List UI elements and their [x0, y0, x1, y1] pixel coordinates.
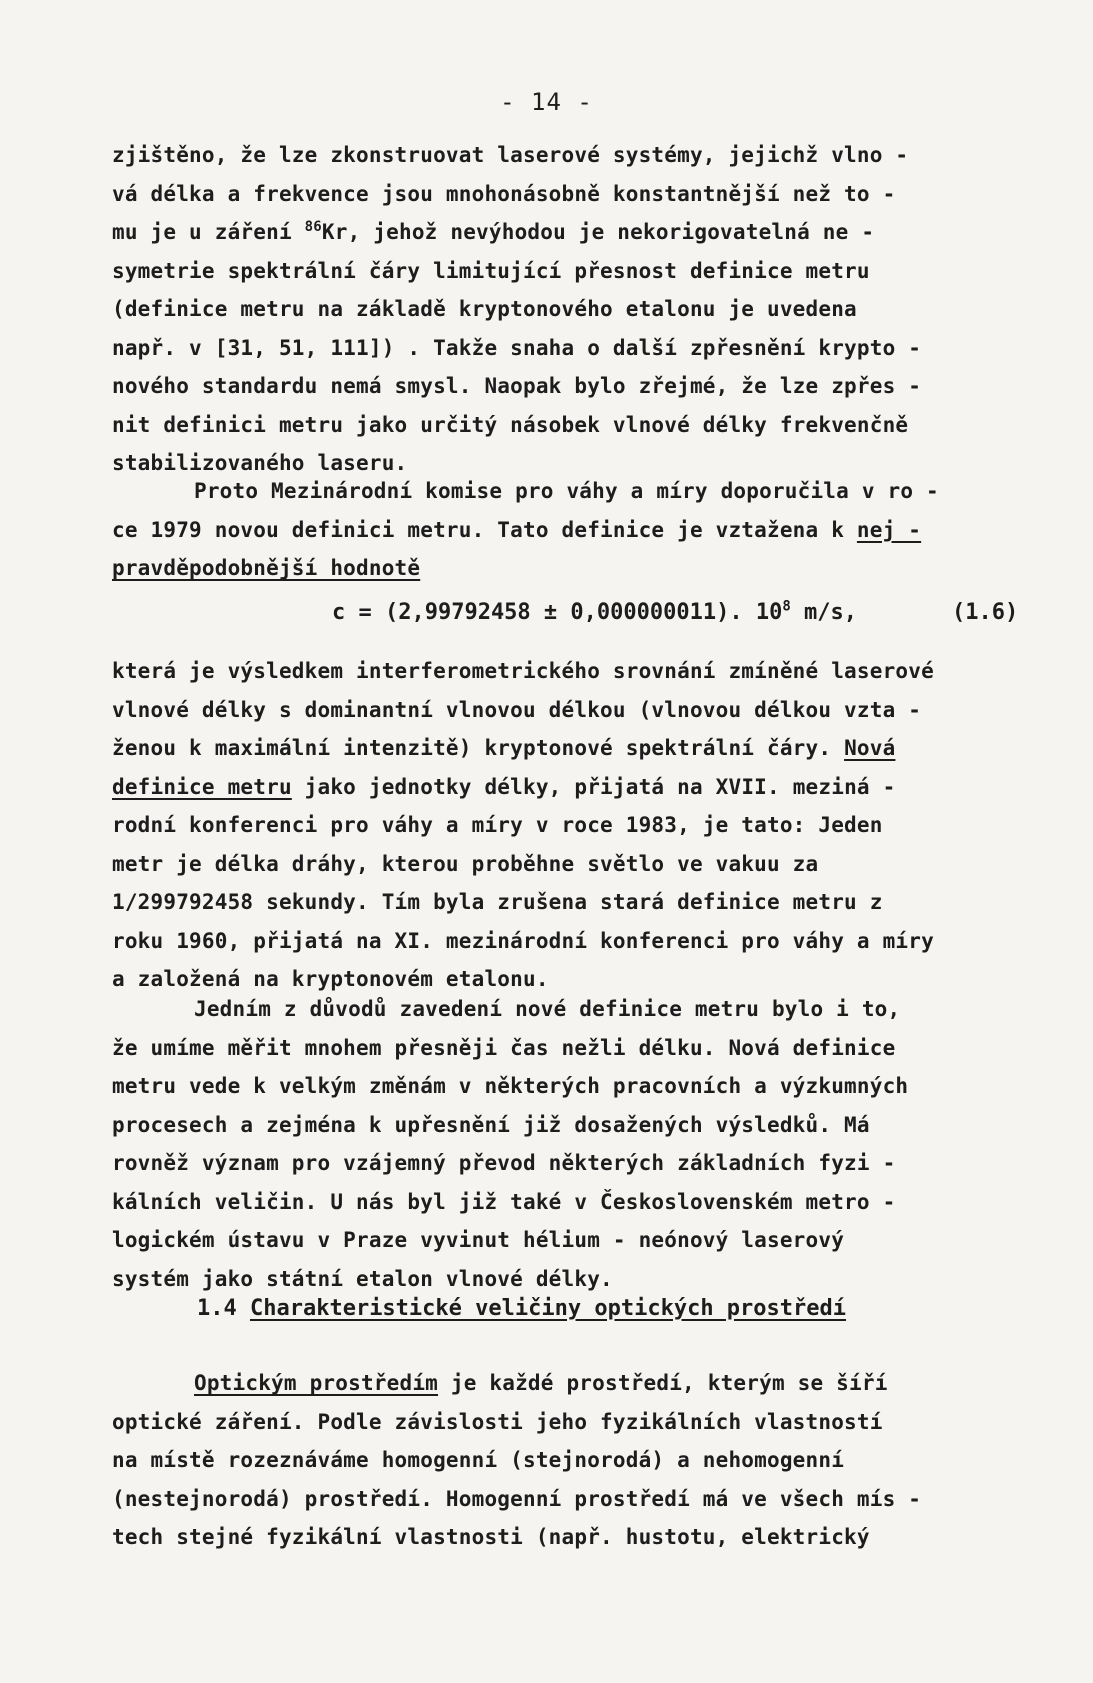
equation-unit: m/s,: [790, 600, 858, 625]
text-line: procesech a zejména k upřesnění již dosažených výsledků. Má: [112, 1112, 870, 1137]
underlined-text: nej -: [856, 517, 922, 542]
paragraph-3: [112, 652, 1032, 999]
text-line: metr je délka dráhy, kterou proběhne světlo ve vakuu za: [112, 851, 819, 876]
text-line: vlnové délky s dominantní vlnovou délkou (vlnovou délkou vzta -: [112, 697, 922, 722]
section-heading: [197, 1296, 846, 1321]
text-line: [112, 729, 1032, 768]
equation-number: (1.6): [952, 600, 1019, 625]
text-line: zjištěno, že lze zkonstruovat laserové systémy, jejichž vlno -: [112, 143, 909, 167]
text-line: [112, 511, 1032, 550]
text-line: nového standardu nemá smysl. Naopak bylo zřejmé, že lze zpřes -: [112, 374, 922, 398]
text-line: na místě rozeznáváme homogenní (stejnorodá) a nehomogenní: [112, 1448, 845, 1472]
text-line: optické záření. Podle závislosti jeho fyzikálních vlastností: [112, 1409, 883, 1434]
text-line: rovněž význam pro vzájemný převod některých základních fyzi -: [112, 1151, 896, 1175]
text-line: [112, 213, 1032, 252]
text-line: nit definici metru jako určitý násobek vlnové délky frekvenčně: [112, 412, 909, 437]
text-fragment: Kr, jehož nevýhodou je nekorigovatelná ne -: [321, 220, 875, 244]
text-line: systém jako státní etalon vlnové délky.: [112, 1266, 613, 1291]
underlined-text: Optickým prostředím: [194, 1371, 439, 1395]
underlined-text: definice metru: [112, 774, 292, 799]
text-line: roku 1960, přijatá na XI. mezinárodní konferenci pro váhy a míry: [112, 928, 934, 953]
underlined-line: pravděpodobnější hodnotě: [112, 556, 421, 580]
text-line: a založená na kryptonovém etalonu.: [112, 967, 549, 991]
text-line: kálních veličin. U nás byl již také v Československém metro -: [112, 1189, 896, 1214]
paragraph-2: [112, 472, 1032, 588]
text-line: Jedním z důvodů zavedení nové definice metru bylo i to,: [194, 997, 901, 1021]
text-fragment: jako jednotky délky, přijatá na XVII. meziná -: [291, 774, 896, 799]
text-fragment: je každé prostředí, kterým se šíří: [438, 1371, 888, 1395]
text-line: Proto Mezinárodní komise pro váhy a míry doporučila v ro -: [194, 479, 939, 503]
section-number: 1.4: [197, 1296, 250, 1321]
paragraph-5: [112, 1364, 1032, 1557]
text-fragment: ženou k maximální intenzitě) kryptonové spektrální čáry.: [112, 736, 845, 760]
text-line: která je výsledkem interferometrického srovnání zmíněné laserové: [112, 659, 934, 683]
text-fragment: ce 1979 novou definici metru. Tato definice je vztažena k: [112, 517, 857, 542]
text-line: vá délka a frekvence jsou mnohonásobně konstantnější než to -: [112, 181, 896, 206]
page-number: - 14 -: [500, 88, 593, 116]
equation-exponent: 8: [782, 598, 791, 615]
text-line: stabilizovaného laseru.: [112, 451, 408, 475]
paragraph-1: [112, 136, 1032, 483]
section-title: Charakteristické veličiny optických prostředí: [249, 1296, 847, 1321]
underlined-text: Nová: [844, 736, 896, 760]
text-line: logickém ústavu v Praze vyvinut hélium - neónový laserový: [112, 1228, 845, 1252]
text-line: 1/299792458 sekundy. Tím byla zrušena stará definice metru z: [112, 890, 883, 914]
text-line: metru vede k velkým změnám v některých pracovních a výzkumných: [112, 1074, 909, 1098]
text-line: (nestejnorodá) prostředí. Homogenní prostředí má ve všech mís -: [112, 1486, 922, 1511]
text-line: symetrie spektrální čáry limitující přesnost definice metru: [112, 258, 870, 283]
text-line: např. v [31, 51, 111]) . Takže snaha o další zpřesnění krypto -: [112, 335, 922, 360]
text-line: tech stejné fyzikální vlastnosti (např. hustotu, elektrický: [112, 1525, 870, 1549]
text-line: rodní konferenci pro váhy a míry v roce 1983, je tato: Jeden: [112, 813, 883, 837]
text-line: [112, 1364, 1032, 1403]
text-fragment: mu je u záření: [112, 220, 305, 244]
text-line: [112, 768, 1032, 807]
paragraph-4: [112, 990, 1032, 1298]
text-line: že umíme měřit mnohem přesněji čas nežli délku. Nová definice: [112, 1035, 896, 1060]
equation-body: c = (2,99792458 ± 0,000000011). 10: [332, 600, 783, 625]
superscript: 86: [304, 219, 322, 235]
equation: [332, 600, 857, 625]
text-line: (definice metru na základě kryptonového etalonu je uvedena: [112, 297, 857, 321]
